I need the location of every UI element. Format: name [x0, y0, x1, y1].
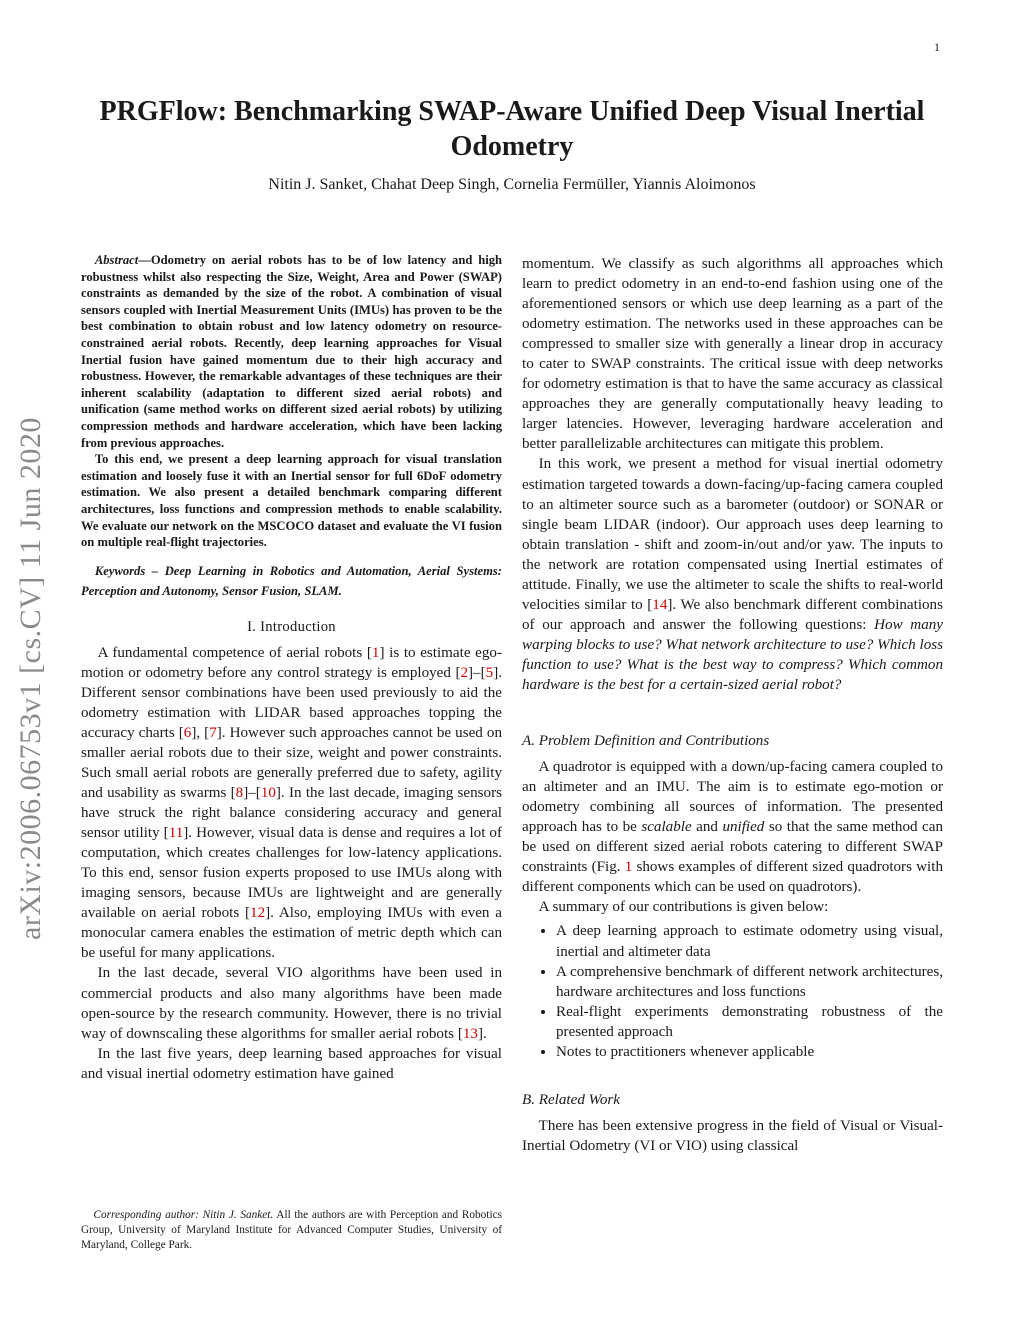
left-column — [81, 252, 502, 1084]
problem-paragraph-1: A quadrotor is equipped with a down/up-facing camera coupled to an altimeter and an IMU. The aim is to estimate ego-motion or odometry combining all sources of information. The presented approach has to be scalable and unified so that the same method can be used on different sized aerial robots catering to different SWAP constraints (Fig. 1 shows examples of different sized quadrotors with different components which can be used on quadrotors). — [522, 759, 943, 896]
intro-paragraph-1: A fundamental competence of aerial robots [1] is to estimate ego-motion or odometry before any control strategy is employed [2]–[5]. Different sensor combinations have been used previously to aid the odometry estimation with LIDAR based approaches topping the accuracy charts [6], [7]. However such approaches cannot be used on smaller aerial robots due to their size, weight and power constraints. Such small aerial robots are generally preferred due to safety, agility and usability as swarms [8]–[10]. In the last decade, imaging sensors have struck the right balance considering accuracy and general sensor utility [11]. However, visual data is dense and requires a lot of computation, which creates challenges for low-latency applications. To this end, sensor fusion experts proposed to use IMUs along with imaging sensors, because IMUs are lightweight and are generally available on aerial robots [12]. Also, employing IMUs with even a monocular camera enables the estimation of metric depth which can be useful for many applications. — [81, 644, 502, 962]
arxiv-stamp: arXiv:2006.06753v1 [cs.CV] 11 Jun 2020 — [14, 417, 47, 940]
intro-paragraph-3-start: In the last five years, deep learning based approaches for visual and visual inertial odometry estimation have gained — [81, 1045, 502, 1082]
footnote-text: All the authors are with Perception and Robotics Group, University of Maryland Institute for Advanced Computer Studies, University of Maryland, College Park. — [81, 1209, 502, 1251]
keywords: Keywords – Deep Learning in Robotics and Automation, Aerial Systems: Perception and Autonomy, Sensor Fusion, SLAM. — [81, 563, 502, 598]
citation-link[interactable]: 12 — [250, 905, 266, 922]
related-work-paragraph-1: There has been extensive progress in the field of Visual or Visual-Inertial Odometry (VI or VIO) using classical — [522, 1117, 943, 1154]
abstract — [81, 252, 502, 551]
list-item: • Real-flight experiments demonstrating robustness of the presented approach — [556, 1002, 943, 1042]
citation-link[interactable]: 7 — [209, 724, 217, 741]
section-heading-introduction: I. Introduction — [247, 618, 336, 635]
citation-link[interactable]: 6 — [183, 724, 192, 741]
footnote-lead: Corresponding author: Nitin J. Sanket. — [93, 1209, 274, 1221]
citation-link[interactable]: 2 — [460, 664, 469, 681]
subsection-heading-problem-definition: A. Problem Definition and Contributions — [522, 733, 770, 750]
research-questions: How many warping blocks to use? What network architecture to use? Which loss function to use? What is the best way to compress? Which common hardware is the best for a certain-sized aerial robot? — [522, 616, 943, 693]
page-number: 1 — [934, 40, 940, 54]
citation-link[interactable]: 10 — [260, 785, 276, 802]
abstract-text-1: Odometry on aerial robots has to be of low latency and high robustness whilst also respecting the Size, Weight, Area and Power (SWAP) constraints as demanded by the size of the robot. A combination of visual sensors coupled with Inertial Measurement Units (IMUs) has proven to be the best combination to obtain robust and low latency odometry on resource-constrained aerial robots. Recently, deep learning approaches for Visual Inertial fusion have gained momentum due to their high accuracy and robustness. However, the remarkable advantages of these techniques are their inherent scalability (adaptation to different sized aerial robots) and unification (same method works on different sized aerial robots) by utilizing compression methods and hardware acceleration, which have been lacking from previous approaches. — [81, 253, 502, 450]
author-list: Nitin J. Sanket, Chahat Deep Singh, Cornelia Fermüller, Yiannis Aloimonos — [268, 176, 756, 193]
intro-paragraph-3-continued: momentum. We classify as such algorithms all approaches which learn to predict odometry in an end-to-end fashion using one of the aforementioned sensors or which use deep learning as a part of the odometry estimation. The networks used in these approaches can be compressed to smaller size with generally a linear drop in accuracy to cater to SWAP constraints. The critical issue with deep networks for odometry estimation is that to have the same accuracy as classical approaches they are generally computationally heavy leading to larger latencies. However, leveraging hardware acceleration and better parallelizable architectures can mitigate this problem. — [522, 256, 943, 453]
subsection-heading-related-work: B. Related Work — [522, 1091, 620, 1108]
list-item: • Notes to practitioners whenever applicable — [556, 1042, 943, 1062]
citation-link[interactable]: 14 — [652, 596, 668, 613]
contributions-list — [522, 921, 943, 1061]
list-item: • A deep learning approach to estimate odometry using visual, inertial and altimeter data — [556, 921, 943, 961]
citation-link[interactable]: 11 — [168, 825, 184, 842]
citation-link[interactable]: 13 — [462, 1025, 478, 1042]
list-item: • A comprehensive benchmark of different network architectures, hardware architectures and loss functions — [556, 962, 943, 1002]
figure-link[interactable]: 1 — [624, 859, 633, 876]
abstract-label: Abstract — [94, 253, 139, 267]
intro-paragraph-2: In the last decade, several VIO algorithms have been used in commercial products and also many algorithms have been made open-source by the research community. However, there is no trivial way of downscaling these algorithms for smaller aerial robots [13]. — [81, 965, 502, 1042]
citation-link[interactable]: 1 — [371, 644, 380, 661]
problem-paragraph-2: A summary of our contributions is given below: — [538, 899, 829, 916]
intro-paragraph-4: In this work, we present a method for visual inertial odometry estimation targeted towards a down-facing/up-facing camera coupled to an altimeter source such as a barometer (outdoor) or SONAR or single beam LIDAR (indoor). Our approach uses deep learning to obtain translation - shift and zoom-in/out and/or yaw. The inputs to the network are rotation compensated using Inertial estimates of attitude. Finally, we use the altimeter to scale the shifts to real-world velocities similar to [14]. We also benchmark different combinations of our approach and answer the following questions: How many warping blocks to use? What network architecture to use? Which loss function to use? What is the best way to compress? Which common hardware is the best for a certain-sized aerial robot? — [522, 456, 943, 693]
abstract-paragraph-2: To this end, we present a deep learning approach for visual translation estimation and loosely fuse it with an Inertial sensor for full 6DoF odometry estimation. We also present a detailed benchmark comparing different architectures, loss functions and compression methods to enable scalability. We evaluate our network on the MSCOCO dataset and evaluate the VI fusion on multiple real-flight trajectories. — [81, 452, 502, 550]
abstract-paragraph-1: Abstract—Odometry on aerial robots has to be of low latency and high robustness whilst also respecting the Size, Weight, Area and Power (SWAP) constraints as demanded by the size of the robot. A combination of visual sensors coupled with Inertial Measurement Units (IMUs) has proven to be the best combination to obtain robust and low latency odometry on resource-constrained aerial robots. Recently, deep learning approaches for Visual Inertial fusion have gained momentum due to their high accuracy and robustness. However, the remarkable advantages of these techniques are their inherent scalability (adaptation to different sized aerial robots) and unification (same method works on different sized aerial robots) by utilizing compression methods and hardware acceleration, which have been lacking from previous approaches. — [81, 253, 502, 450]
right-column — [522, 254, 943, 1156]
paper-title: PRGFlow: Benchmarking SWAP-Aware Unified Deep Visual Inertial Odometry — [99, 96, 925, 162]
citation-link[interactable]: 5 — [485, 664, 494, 681]
citation-link[interactable]: 8 — [235, 785, 244, 802]
footnote — [81, 1208, 502, 1253]
